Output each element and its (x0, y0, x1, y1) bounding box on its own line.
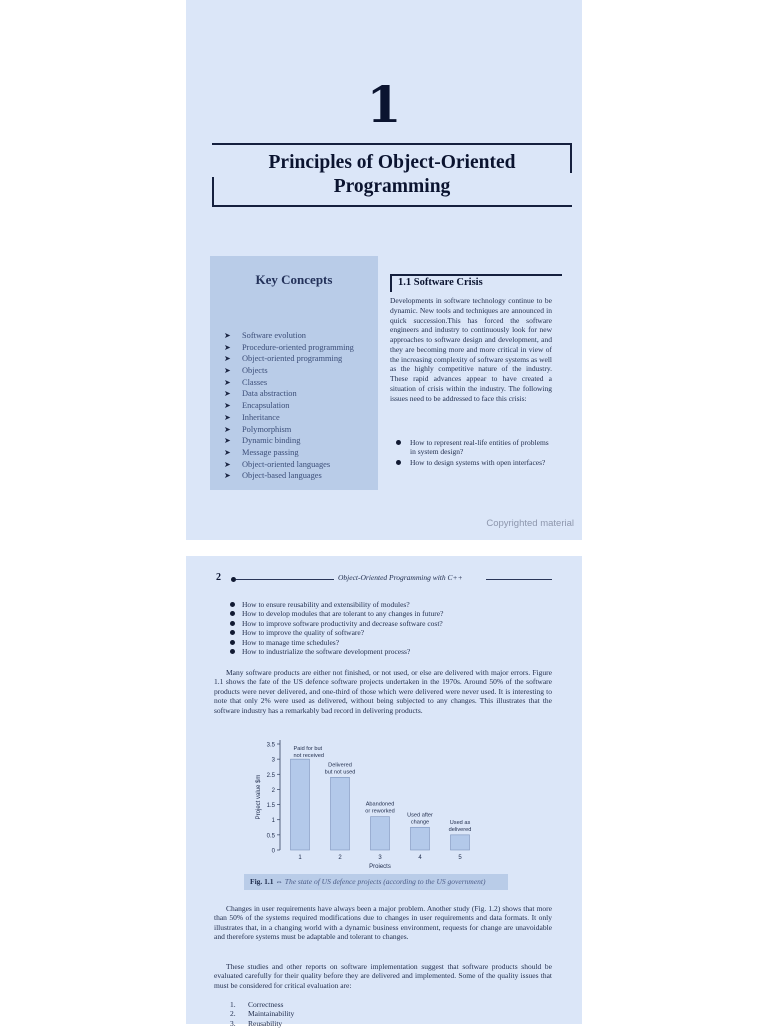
quality-issue-item (230, 1019, 294, 1028)
y-tick-label: 0 (271, 848, 275, 855)
crisis-issue-item (228, 609, 443, 618)
running-header (216, 574, 554, 586)
key-concept-label: Procedure-oriented programming (242, 342, 354, 352)
x-tick-label: 3 (378, 855, 382, 861)
data-label: Abandoned (365, 801, 395, 808)
arrow-bullet-icon: ➤ (224, 424, 231, 434)
key-concept-label: Dynamic binding (242, 436, 301, 446)
crisis-issue-text: How to improve software productivity and decrease software cost? (242, 618, 443, 628)
crisis-issue-text: How to industrialize the software development process? (242, 647, 411, 657)
chapter-number: 1 (366, 75, 402, 134)
key-concept-item (220, 400, 354, 412)
y-tick-label: 1.5 (266, 803, 275, 810)
crisis-issue-item (228, 600, 443, 609)
x-tick-label: 4 (418, 855, 422, 861)
data-label: delivered (448, 826, 472, 833)
x-tick-label: 2 (338, 855, 342, 861)
section-heading-frame (390, 274, 562, 292)
section-body-text: Developments in software technology continue to be dynamic. New tools and techniques are announced in quick succession.This has forced the software engineers and industry to continuously look for new approaches to software design and development, and they are becoming more and more critical in view of the increasing complexity of software systems as well as the highly competitive nature of the industry. These rapid advances appear to have created a situation of crisis within the industry. The following issues need to be addressed to face this crisis: (390, 296, 552, 403)
y-tick-label: 1 (271, 818, 275, 825)
key-concept-label: Software evolution (242, 331, 306, 340)
key-concept-label: Message passing (242, 447, 299, 457)
bullet-dot-icon (230, 611, 235, 616)
section-bullet-list (392, 438, 552, 468)
key-concept-label: Objects (242, 366, 268, 376)
title-rule-bottom (212, 205, 572, 207)
key-concept-item (220, 459, 354, 471)
key-concept-label: Object-oriented languages (242, 459, 331, 469)
key-concepts-heading: Key Concepts (255, 272, 333, 287)
y-tick-label: 3 (271, 757, 275, 764)
bullet-dot-icon (230, 602, 235, 607)
crisis-issue-item (228, 638, 443, 647)
figure-1-1-bar-chart (250, 732, 510, 868)
quality-issue-label: Maintainability (248, 1009, 295, 1019)
key-concepts-list (220, 330, 354, 482)
quality-issue-number: 2. (230, 1009, 236, 1019)
bullet-dot-icon (396, 440, 401, 445)
section-heading: 1.1 Software Crisis (398, 277, 483, 288)
data-label: Delivered (328, 762, 352, 769)
arrow-bullet-icon: ➤ (224, 412, 231, 422)
bullet-dot-icon (230, 621, 235, 626)
key-concept-item (220, 424, 354, 436)
key-concept-item (220, 388, 354, 400)
key-concepts-box (210, 256, 378, 490)
section-bullet-item (392, 458, 552, 467)
crisis-issue-item (228, 619, 443, 628)
figure-caption-text: The state of US defence projects (according to the US government) (284, 877, 486, 886)
key-concept-item (220, 412, 354, 424)
crisis-issue-text: How to develop modules that are tolerant to any changes in future? (242, 609, 444, 619)
page-number: 2 (216, 572, 221, 583)
crisis-issue-item (228, 647, 443, 656)
key-concept-item (220, 342, 354, 354)
quality-issue-label: Correctness (248, 1000, 284, 1009)
y-axis-label: Project value $m (256, 774, 262, 820)
bar (451, 835, 470, 850)
arrow-bullet-icon: ➤ (224, 366, 231, 376)
arrow-bullet-icon: ➤ (224, 459, 231, 469)
arrow-bullet-icon: ➤ (224, 331, 231, 340)
bar (331, 777, 350, 850)
data-label: but not used (324, 769, 356, 776)
crisis-issue-item (228, 628, 443, 637)
bullet-dot-icon (230, 640, 235, 645)
paragraph-user-requirements: Changes in user requirements have always been a major problem. Another study (Fig. 1.2) shows that more than 50% of the systems required modifications due to changes in user requirements and data formats. It only illustrates that, in a changing world with a dynamic business environment, requests for change are unavoidable and therefore systems must be adaptable and tolerant to changes. (214, 904, 552, 942)
copyright-watermark: Copyrighted material (486, 518, 574, 529)
chapter-title-line-2: Programming (333, 176, 451, 197)
arrow-bullet-icon: ➤ (224, 471, 231, 481)
x-axis-label: Projects (369, 864, 391, 868)
arrow-bullet-icon: ➤ (224, 342, 231, 352)
arrow-bullet-icon: ➤ (224, 389, 231, 399)
crisis-issue-text: How to manage time schedules? (242, 637, 340, 647)
quality-issue-item (230, 1009, 294, 1018)
quality-issue-item (230, 1000, 294, 1009)
y-tick-label: 2.5 (266, 772, 275, 779)
running-title: Object-Oriented Programming with C++ (338, 573, 463, 582)
key-concept-item (220, 353, 354, 365)
chapter-opening-page (186, 0, 582, 540)
key-concept-item (220, 447, 354, 459)
arrow-bullet-icon: ➤ (224, 377, 231, 387)
figure-caption-label: Fig. 1.1 (250, 877, 274, 886)
data-label: not received (293, 753, 324, 759)
x-tick-label: 5 (458, 855, 462, 861)
key-concept-item (220, 435, 354, 447)
crisis-issues-list (228, 600, 443, 656)
section-bullet-item (392, 438, 552, 457)
key-concept-label: Object-oriented programming (242, 354, 343, 364)
quality-issue-label: Reusability (248, 1018, 283, 1028)
arrow-bullet-icon: ➤ (224, 447, 231, 457)
figure-caption-separator: ⇔ (275, 877, 283, 886)
quality-issue-number: 1. (230, 1000, 236, 1009)
key-concept-label: Classes (242, 377, 268, 387)
data-label: or reworked (365, 808, 395, 815)
arrow-bullet-icon: ➤ (224, 354, 231, 364)
quality-issue-number: 3. (230, 1018, 236, 1028)
bullet-dot-icon (396, 460, 401, 465)
data-label: Paid for but (293, 746, 323, 752)
chapter-title (212, 151, 572, 199)
key-concept-item (220, 377, 354, 389)
y-tick-label: 2 (271, 787, 275, 794)
data-label: Used as (449, 819, 471, 826)
key-concept-item (220, 365, 354, 377)
crisis-issue-text: How to improve the quality of software? (242, 628, 365, 638)
bullet-dot-icon (230, 649, 235, 654)
key-concept-label: Object-based languages (242, 471, 322, 481)
data-label: Used after (407, 812, 433, 819)
title-rule-top (212, 143, 572, 145)
bar (291, 759, 310, 850)
header-rule-left (236, 579, 334, 580)
header-rule-right (486, 579, 552, 580)
chapter-title-line-1: Principles of Object-Oriented (268, 152, 516, 173)
section-bullet-text: How to design systems with open interfaces? (410, 457, 546, 467)
key-concept-label: Data abstraction (242, 389, 297, 399)
key-concept-label: Inheritance (242, 412, 280, 422)
section-bullet-text: How to represent real-life entities of problems in system design? (410, 438, 549, 457)
key-concept-item (220, 470, 354, 482)
x-tick-label: 1 (298, 855, 302, 861)
chapter-title-frame (212, 143, 572, 207)
arrow-bullet-icon: ➤ (224, 436, 231, 446)
book-page-2 (186, 556, 582, 1028)
bar (411, 827, 430, 850)
key-concept-item (220, 330, 354, 342)
paragraph-quality-evaluation: These studies and other reports on software implementation suggest that software products should be evaluated carefully for their quality before they are delivered and implemented. Some of the quality issues that must be considered for critical evaluation are: (214, 962, 552, 990)
bullet-dot-icon (230, 630, 235, 635)
y-tick-label: 3.5 (266, 742, 275, 749)
data-label: change (410, 819, 430, 826)
key-concept-label: Polymorphism (242, 424, 292, 434)
y-tick-label: 0.5 (266, 833, 275, 840)
figure-caption (244, 874, 508, 890)
bar (371, 817, 390, 850)
key-concept-label: Encapsulation (242, 401, 290, 411)
crisis-issue-text: How to ensure reusability and extensibility of modules? (242, 600, 410, 609)
arrow-bullet-icon: ➤ (224, 401, 231, 411)
paragraph-delivery-record: Many software products are either not finished, or not used, or else are delivered with major errors. Figure 1.1 shows the fate of the US defence software projects undertaken in the 1970s. Around 50% of the software products were never delivered, and one-third of those which were delivered were never used. It is interesting to note that only 2% were used as delivered, without being subjected to any changes. This illustrates that the software industry has a remarkably bad record in delivering products. (214, 668, 552, 715)
